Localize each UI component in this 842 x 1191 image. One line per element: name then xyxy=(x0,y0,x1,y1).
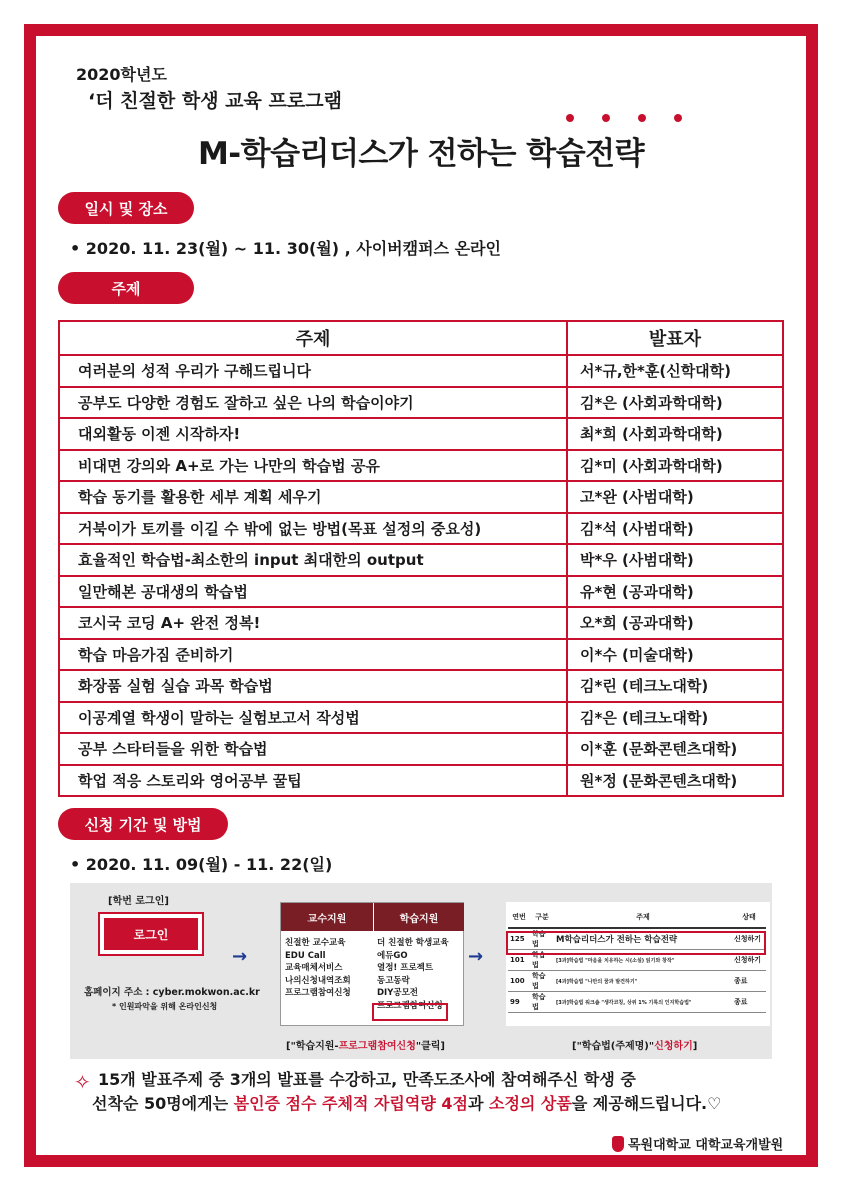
topic-cell: 효율적인 학습법-최소한의 input 최대한의 output xyxy=(59,544,567,576)
program-highlight xyxy=(506,931,766,955)
menu-head-learning: 학습지원 xyxy=(373,903,464,931)
note-line-2: 선착순 50명에게는 봄인증 점수 주체적 자립역량 4점과 소정의 상품을 제공해드립니다.♡ xyxy=(92,1094,722,1113)
menu-head-faculty: 교수지원 xyxy=(281,903,373,931)
emphasis-dot xyxy=(638,114,646,122)
table-row xyxy=(59,513,783,545)
table-row xyxy=(59,576,783,608)
mini-cell: 학습법 xyxy=(530,971,554,992)
login-button[interactable]: 로그인 xyxy=(104,918,198,950)
topic-cell: 여러분의 성적 우리가 구해드립니다 xyxy=(59,355,567,387)
table-row xyxy=(59,544,783,576)
presenter-cell: 고*완 (사범대학) xyxy=(567,481,783,513)
table-row xyxy=(59,450,783,482)
sparkle-icon: ✧ xyxy=(74,1070,91,1094)
mini-header: 연번 xyxy=(508,906,530,928)
menu-item[interactable]: 동고동락 xyxy=(377,975,410,986)
mini-cell: 100 xyxy=(508,971,530,992)
page-title: M-학습리더스가 전하는 학습전략 xyxy=(197,136,645,172)
presenter-cell: 최*희 (사회과학대학) xyxy=(567,418,783,450)
program-subtitle: ‘더 친절한 학생 교육 프로그램 xyxy=(88,90,342,112)
caption-right: ["학습법(주제명)"신청하기] xyxy=(572,1041,698,1052)
table-row xyxy=(59,387,783,419)
topic-cell: 일만해본 공대생의 학습법 xyxy=(59,576,567,608)
topic-cell: 비대면 강의와 A+로 가는 나만의 학습법 공유 xyxy=(59,450,567,482)
menu-item[interactable]: 프로그램참여신청 xyxy=(285,988,351,998)
topic-cell: 학습 마음가짐 준비하기 xyxy=(59,639,567,671)
login-title: [학번 로그인] xyxy=(108,896,169,907)
mini-cell: 125 xyxy=(508,928,530,950)
apply-value: 2020. 11. 09(월) - 11. 22(일) xyxy=(85,855,333,874)
arrow-right-icon: → xyxy=(232,946,248,967)
footer xyxy=(612,1134,783,1153)
schedule-text: • 2020. 11. 23(월) ~ 11. 30(월) , 사이버캠퍼스 온라인 xyxy=(70,239,501,258)
status-cell: 종료 xyxy=(732,992,766,1013)
mini-cell: 학습법 xyxy=(530,992,554,1013)
presenter-cell: 유*현 (공과대학) xyxy=(567,576,783,608)
mini-header: 구분 xyxy=(530,906,554,928)
year-label: 2020학년도 xyxy=(76,65,167,84)
table-row xyxy=(59,733,783,765)
topic-cell: 공부 스타터들을 위한 학습법 xyxy=(59,733,567,765)
emphasis-dot xyxy=(602,114,610,122)
table-row xyxy=(59,355,783,387)
footer-org: 목원대학교 대학교육개발원 xyxy=(628,1138,784,1153)
mini-cell-topic[interactable]: [3과]학습법 워크숍 "생각코칭, 상위 1% 기록의 인지학습법" xyxy=(554,992,732,1013)
table-row xyxy=(59,670,783,702)
mini-cell-topic[interactable]: [4과]학습법 "나만의 꿈과 발견하기" xyxy=(554,971,732,992)
topic-cell: 화장품 실험 실습 과목 학습법 xyxy=(59,670,567,702)
table-row xyxy=(59,481,783,513)
presenter-cell: 김*석 (사범대학) xyxy=(567,513,783,545)
section-badge-topic: 주제 xyxy=(58,272,194,304)
topic-cell: 대외활동 이젠 시작하자! xyxy=(59,418,567,450)
schedule-value: 2020. 11. 23(월) ~ 11. 30(월) , 사이버캠퍼스 온라인 xyxy=(85,239,501,258)
menu-item[interactable]: 나의신청내역조회 xyxy=(285,975,351,986)
menu-highlight xyxy=(372,1003,448,1021)
menu-item[interactable]: 친절한 교수교육 xyxy=(285,938,346,948)
section-badge-apply: 신청 기간 및 방법 xyxy=(58,808,228,840)
presenter-cell: 김*미 (사회과학대학) xyxy=(567,450,783,482)
note-line-1: 15개 발표주제 중 3개의 발표를 수강하고, 만족도조사에 참여해주신 학생 중 xyxy=(98,1070,636,1089)
topic-table xyxy=(58,320,784,797)
topic-cell: 거북이가 토끼를 이길 수 밖에 없는 방법(목표 설정의 중요성) xyxy=(59,513,567,545)
mini-cell: 학습법 xyxy=(530,950,554,971)
apply-link[interactable]: 신청하기 xyxy=(732,928,766,950)
apply-text: • 2020. 11. 09(월) - 11. 22(일) xyxy=(70,855,333,874)
topic-cell: 코시국 코딩 A+ 완전 정복! xyxy=(59,607,567,639)
topic-cell: 학습 동기를 활용한 세부 계획 세우기 xyxy=(59,481,567,513)
presenter-cell: 김*은 (사회과학대학) xyxy=(567,387,783,419)
topic-cell: 학업 적응 스토리와 영어공부 꿀팁 xyxy=(59,765,567,797)
menu-col-learning xyxy=(377,937,449,1012)
status-cell: 종료 xyxy=(732,971,766,992)
menu-item[interactable]: 열정! 프로젝트 xyxy=(377,963,434,973)
mini-cell-topic[interactable]: M학습리더스가 전하는 학습전략 xyxy=(554,928,732,950)
university-logo-icon xyxy=(612,1136,624,1152)
menu-item[interactable]: 더 친절한 학생교육 xyxy=(377,938,449,948)
apply-link[interactable]: 신청하기 xyxy=(732,950,766,971)
program-list-table xyxy=(508,906,766,1013)
mini-header: 주제 xyxy=(554,906,732,928)
table-row xyxy=(59,702,783,734)
presenter-cell: 오*희 (공과대학) xyxy=(567,607,783,639)
emphasis-dot xyxy=(566,114,574,122)
table-row xyxy=(59,607,783,639)
mini-cell: 101 xyxy=(508,950,530,971)
mini-cell: 학습법 xyxy=(530,928,554,950)
mini-cell: 99 xyxy=(508,992,530,1013)
presenter-cell: 서*규,한*훈(신학대학) xyxy=(567,355,783,387)
homepage-note: * 인원파악을 위해 온라인신청 xyxy=(112,1002,218,1011)
presenter-cell: 원*정 (문화콘텐츠대학) xyxy=(567,765,783,797)
caption-left: ["학습지원-프로그램참여신청"클릭] xyxy=(286,1041,445,1052)
mini-cell-topic[interactable]: [3과]학습법 "마음을 치유하는 시(소설) 읽기와 창작" xyxy=(554,950,732,971)
presenter-cell: 박*우 (사범대학) xyxy=(567,544,783,576)
homepage-address: 홈페이지 주소 : cyber.mokwon.ac.kr xyxy=(84,987,260,998)
menu-item[interactable]: DIY공모전 xyxy=(377,988,419,998)
topic-cell: 이공계열 학생이 말하는 실험보고서 작성법 xyxy=(59,702,567,734)
presenter-cell: 김*은 (테크노대학) xyxy=(567,702,783,734)
presenter-cell: 김*린 (테크노대학) xyxy=(567,670,783,702)
table-row xyxy=(59,765,783,797)
menu-item[interactable]: 에듀GO xyxy=(377,950,408,961)
menu-item[interactable]: EDU Call xyxy=(285,950,326,961)
presenter-cell: 이*수 (미술대학) xyxy=(567,639,783,671)
mini-header: 상태 xyxy=(732,906,766,928)
presenter-cell: 이*훈 (문화콘텐츠대학) xyxy=(567,733,783,765)
emphasis-dot xyxy=(674,114,682,122)
menu-col-faculty xyxy=(285,937,351,1000)
column-header-presenter: 발표자 xyxy=(567,321,783,355)
section-badge-schedule: 일시 및 장소 xyxy=(58,192,194,224)
menu-item-program-apply[interactable]: 프로그램참여신청 xyxy=(377,1000,443,1011)
table-row xyxy=(59,418,783,450)
arrow-right-icon: → xyxy=(468,946,484,967)
menu-item[interactable]: 교육매체서비스 xyxy=(285,963,343,973)
topic-cell: 공부도 다양한 경험도 잘하고 싶은 나의 학습이야기 xyxy=(59,387,567,419)
table-row xyxy=(59,639,783,671)
column-header-topic: 주제 xyxy=(59,321,567,355)
